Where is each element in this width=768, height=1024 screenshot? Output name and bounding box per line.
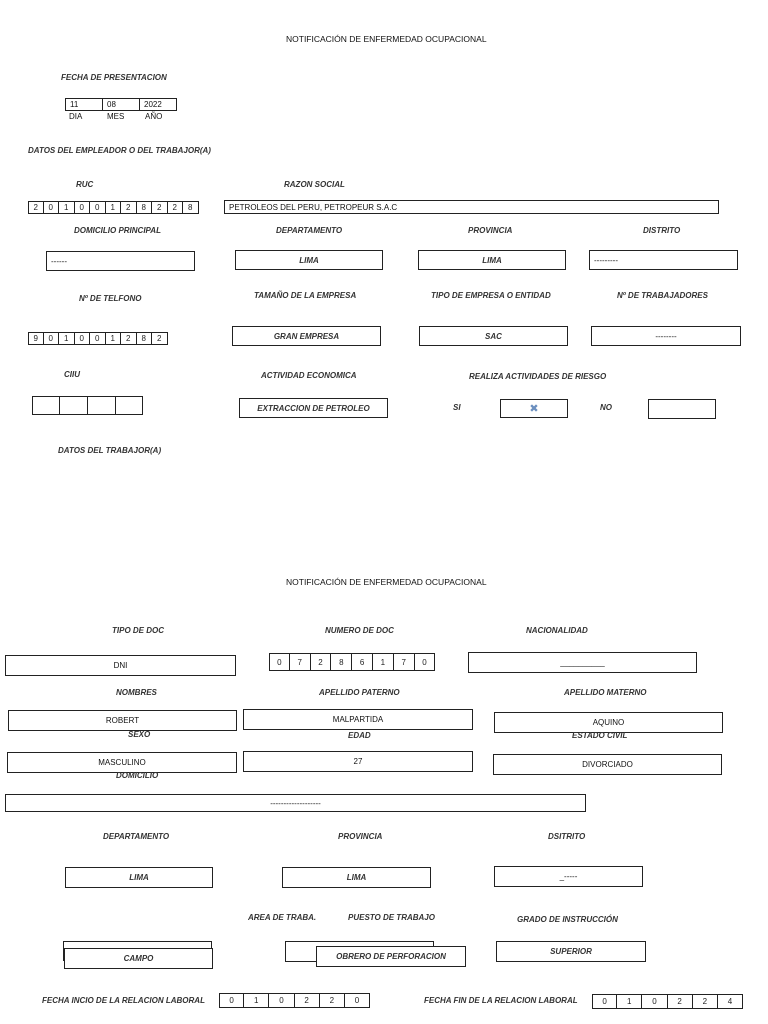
tipo-empresa-label: TIPO DE EMPRESA O ENTIDAD: [431, 291, 551, 300]
sexo-label: SEXO: [128, 730, 151, 739]
provincia-trab-field[interactable]: LIMA: [282, 867, 431, 888]
digit-cell[interactable]: 0: [219, 993, 244, 1008]
digit-cell[interactable]: 2: [121, 332, 137, 345]
distrito-field[interactable]: ---------: [589, 250, 738, 270]
digit-cell[interactable]: 0: [44, 201, 60, 214]
digit-cell[interactable]: 0: [415, 653, 436, 671]
provincia-field[interactable]: LIMA: [418, 250, 566, 270]
tamano-empresa-label: TAMAÑO DE LA EMPRESA: [254, 291, 357, 300]
digit-cell[interactable]: 0: [75, 332, 91, 345]
digit-cell[interactable]: 6: [352, 653, 373, 671]
ciiu-cell[interactable]: [32, 396, 60, 415]
digit-cell[interactable]: 0: [345, 993, 370, 1008]
digit-cell[interactable]: 0: [269, 653, 290, 671]
ciiu-cell[interactable]: [88, 396, 116, 415]
digit-cell[interactable]: 9: [28, 332, 44, 345]
puesto-trabajo-field[interactable]: OBRERO DE PERFORACION: [316, 946, 466, 967]
ciiu-cell[interactable]: [116, 396, 143, 415]
fecha-inicio-field[interactable]: [219, 993, 370, 1008]
digit-cell[interactable]: 2: [152, 201, 168, 214]
digit-cell[interactable]: 4: [718, 994, 743, 1009]
apellido-paterno-label: APELLIDO PATERNO: [319, 688, 400, 697]
fecha-dia-label: DIA: [69, 112, 83, 121]
digit-cell[interactable]: 1: [106, 201, 122, 214]
distrito-label: DISTRITO: [643, 226, 681, 235]
digit-cell[interactable]: 8: [183, 201, 199, 214]
departamento-trab-field[interactable]: LIMA: [65, 867, 213, 888]
digit-cell[interactable]: 2: [693, 994, 718, 1009]
digit-cell[interactable]: 2: [152, 332, 168, 345]
digit-cell[interactable]: 2: [28, 201, 44, 214]
num-trabajadores-field[interactable]: --------: [591, 326, 741, 346]
digit-cell[interactable]: 1: [244, 993, 269, 1008]
domicilio-principal-field[interactable]: ------: [46, 251, 195, 271]
digit-cell[interactable]: 0: [44, 332, 60, 345]
digit-cell[interactable]: 0: [90, 201, 106, 214]
digit-cell[interactable]: 1: [373, 653, 394, 671]
riesgo-si-checkbox[interactable]: [500, 399, 568, 418]
telefono-label: Nº DE TELFONO: [79, 294, 142, 303]
departamento-field[interactable]: LIMA: [235, 250, 383, 270]
ruc-field[interactable]: [28, 201, 199, 212]
digit-cell[interactable]: 0: [75, 201, 91, 214]
nombres-label: NOMBRES: [116, 688, 157, 697]
distrito-trab-field[interactable]: _-----: [494, 866, 643, 887]
digit-cell[interactable]: 1: [617, 994, 642, 1009]
fecha-fin-label: FECHA FIN DE LA RELACION LABORAL: [424, 996, 578, 1005]
riesgo-no-label: NO: [600, 403, 612, 412]
x-mark-icon: ✖: [529, 403, 539, 415]
tipo-empresa-field[interactable]: SAC: [419, 326, 568, 346]
riesgo-no-checkbox[interactable]: [648, 399, 716, 419]
distrito-trab-label: DSITRITO: [548, 832, 586, 841]
departamento-label: DEPARTAMENTO: [276, 226, 343, 235]
actividades-riesgo-label: REALIZA ACTIVIDADES DE RIESGO: [469, 372, 607, 381]
estado-civil-label: ESTADO CIVIL: [572, 731, 628, 740]
puesto-trabajo-label: PUESTO DE TRABAJO: [348, 913, 435, 922]
fecha-mes-label: MES: [107, 112, 125, 121]
digit-cell[interactable]: 2: [295, 993, 320, 1008]
ciiu-cell[interactable]: [60, 396, 88, 415]
digit-cell[interactable]: 2: [121, 201, 137, 214]
razon-social-field[interactable]: PETROLEOS DEL PERU, PETROPEUR S.A.C: [224, 200, 719, 214]
nacionalidad-field[interactable]: __________: [468, 652, 697, 673]
apellido-paterno-field[interactable]: MALPARTIDA: [243, 709, 473, 730]
tamano-empresa-field[interactable]: GRAN EMPRESA: [232, 326, 381, 346]
empleador-heading: DATOS DEL EMPLEADOR O DEL TRABAJOR(A): [28, 146, 211, 155]
area-trabajo-label: AREA DE TRABA.: [248, 913, 317, 922]
digit-cell[interactable]: 1: [106, 332, 122, 345]
digit-cell[interactable]: 8: [137, 201, 153, 214]
tipo-doc-label: TIPO DE DOC: [112, 626, 165, 635]
trabajador-heading: DATOS DEL TRABAJOR(A): [58, 446, 162, 455]
razon-social-label: RAZON SOCIAL: [284, 180, 345, 189]
ruc-label: RUC: [76, 180, 94, 189]
provincia-trab-label: PROVINCIA: [338, 832, 383, 841]
fecha-anio-field[interactable]: 2022: [139, 98, 177, 111]
fecha-dia-field[interactable]: 11: [65, 98, 103, 111]
apellido-materno-field[interactable]: AQUINO: [494, 712, 723, 733]
area-trabajo-field[interactable]: CAMPO: [64, 948, 213, 969]
page1-title: NOTIFICACIÓN DE ENFERMEDAD OCUPACIONAL: [286, 34, 487, 44]
domicilio-principal-label: DOMICILIO PRINCIPAL: [74, 226, 161, 235]
ciiu-label: CIIU: [64, 370, 80, 379]
digit-cell[interactable]: 2: [668, 994, 693, 1009]
nombres-field[interactable]: ROBERT: [8, 710, 237, 731]
riesgo-si-label: SI: [453, 403, 461, 412]
digit-cell[interactable]: 0: [592, 994, 617, 1009]
num-trabajadores-label: Nº DE TRABAJADORES: [617, 291, 708, 300]
departamento-trab-label: DEPARTAMENTO: [103, 832, 170, 841]
fecha-inicio-label: FECHA INCIO DE LA RELACION LABORAL: [42, 996, 205, 1005]
numero-doc-field[interactable]: [269, 653, 435, 671]
fecha-anio-label: AÑO: [145, 112, 163, 121]
digit-cell[interactable]: 0: [642, 994, 667, 1009]
digit-cell[interactable]: 0: [90, 332, 106, 345]
digit-cell[interactable]: 1: [59, 332, 75, 345]
digit-cell[interactable]: 8: [331, 653, 352, 671]
domicilio-label: DOMICILIO: [116, 771, 159, 780]
page2-title: NOTIFICACIÓN DE ENFERMEDAD OCUPACIONAL: [286, 577, 487, 587]
numero-doc-label: NUMERO DE DOC: [325, 626, 394, 635]
ciiu-field[interactable]: [32, 396, 143, 415]
apellido-materno-label: APELLIDO MATERNO: [564, 688, 647, 697]
grado-instruccion-label: GRADO DE INSTRUCCIÓN: [517, 915, 618, 924]
fecha-mes-field[interactable]: 08: [102, 98, 140, 111]
fecha-fin-field[interactable]: [592, 994, 743, 1009]
digit-cell[interactable]: 1: [59, 201, 75, 214]
estado-civil-field[interactable]: DIVORCIADO: [493, 754, 722, 775]
tipo-doc-field[interactable]: DNI: [5, 655, 236, 676]
sexo-field[interactable]: MASCULINO: [7, 752, 237, 773]
digit-cell[interactable]: 2: [168, 201, 184, 214]
provincia-label: PROVINCIA: [468, 226, 513, 235]
digit-cell[interactable]: 7: [394, 653, 415, 671]
digit-cell[interactable]: 2: [311, 653, 332, 671]
digit-cell[interactable]: 8: [137, 332, 153, 345]
edad-label: EDAD: [348, 731, 371, 740]
digit-cell[interactable]: 0: [269, 993, 294, 1008]
digit-cell[interactable]: 7: [290, 653, 311, 671]
nacionalidad-label: NACIONALIDAD: [526, 626, 588, 635]
edad-field[interactable]: 27: [243, 751, 473, 772]
actividad-economica-field[interactable]: EXTRACCION DE PETROLEO: [239, 398, 388, 418]
actividad-economica-label: ACTIVIDAD ECONOMICA: [261, 371, 357, 380]
grado-instruccion-field[interactable]: SUPERIOR: [496, 941, 646, 962]
digit-cell[interactable]: 2: [320, 993, 345, 1008]
domicilio-field[interactable]: -------------------: [5, 794, 586, 812]
fecha-presentacion-label: FECHA DE PRESENTACION: [61, 73, 167, 82]
telefono-field[interactable]: [28, 332, 168, 343]
